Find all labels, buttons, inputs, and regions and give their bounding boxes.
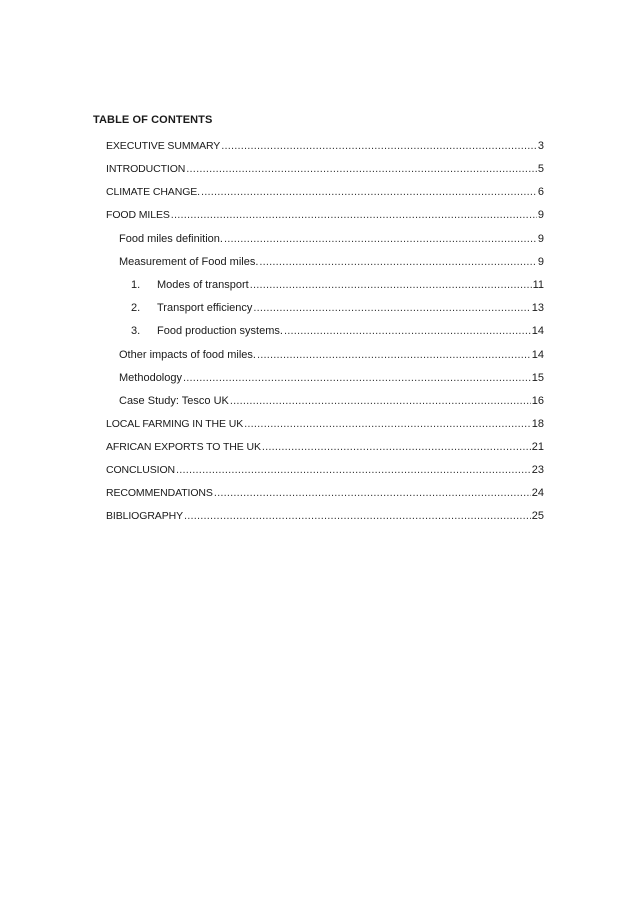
toc-entry-title: INTRODUCTION xyxy=(106,163,186,175)
toc-entry-food-miles[interactable] xyxy=(106,206,544,222)
dot-leader xyxy=(253,301,530,315)
dot-leader xyxy=(184,509,531,523)
toc-page-number: 9 xyxy=(537,209,544,221)
toc-entry-title: FOOD MILES xyxy=(106,209,170,221)
toc-entry-climate-change[interactable] xyxy=(106,183,544,199)
toc-heading: TABLE OF CONTENTS xyxy=(93,114,213,126)
toc-page-number: 14 xyxy=(531,349,544,361)
toc-entry-title: BIBLIOGRAPHY xyxy=(106,510,183,522)
toc-page-number: 6 xyxy=(537,186,544,198)
toc-page-number: 9 xyxy=(537,233,544,245)
dot-leader xyxy=(221,139,537,153)
toc-entry-local-farming[interactable] xyxy=(106,415,544,431)
dot-leader xyxy=(171,208,537,222)
dot-leader xyxy=(201,185,537,199)
toc-entry-title: Food production systems. xyxy=(157,325,283,337)
toc-entry-title: AFRICAN EXPORTS TO THE UK xyxy=(106,441,261,453)
toc-entry-title: CLIMATE CHANGE. xyxy=(106,186,200,198)
dot-leader xyxy=(224,232,537,246)
toc-entry-title: Measurement of Food miles. xyxy=(119,256,259,268)
dot-leader xyxy=(176,463,531,477)
dot-leader xyxy=(183,371,531,385)
toc-entry-title: Other impacts of food miles. xyxy=(119,349,256,361)
dot-leader xyxy=(259,255,536,269)
toc-entry-title: Modes of transport xyxy=(157,279,249,291)
toc-entry-title: Methodology xyxy=(119,372,182,384)
toc-entry-title: RECOMMENDATIONS xyxy=(106,487,213,499)
toc-page-number: 15 xyxy=(531,372,544,384)
toc-page-number: 11 xyxy=(532,279,544,291)
toc-entry-executive-summary[interactable] xyxy=(106,137,544,153)
dot-leader xyxy=(230,394,531,408)
dot-leader xyxy=(250,278,532,292)
dot-leader xyxy=(284,324,531,338)
dot-leader xyxy=(257,348,531,362)
toc-entry-bibliography[interactable] xyxy=(106,507,544,523)
toc-entry-african-exports[interactable] xyxy=(106,438,544,454)
toc-page-number: 14 xyxy=(531,325,544,337)
dot-leader xyxy=(214,486,531,500)
toc-entry-food-miles-definition[interactable] xyxy=(119,230,544,246)
toc-entry-conclusion[interactable] xyxy=(106,461,544,477)
toc-entry-title: Food miles definition. xyxy=(119,233,223,245)
toc-entry-number: 2. xyxy=(131,302,141,314)
toc-entry-measurement-of-food-miles[interactable] xyxy=(119,253,544,269)
toc-page-number: 9 xyxy=(537,256,544,268)
toc-entry-title: CONCLUSION xyxy=(106,464,176,476)
toc-entry-number: 3. xyxy=(131,325,141,337)
toc-page-number: 5 xyxy=(537,163,544,175)
toc-entry-recommendations[interactable] xyxy=(106,484,544,500)
toc-page-number: 21 xyxy=(531,441,544,453)
toc-page-number: 18 xyxy=(531,418,544,430)
toc-entry-modes-of-transport[interactable] xyxy=(131,276,544,292)
toc-entry-case-study-tesco[interactable] xyxy=(119,392,544,408)
toc-entry-number: 1. xyxy=(131,279,141,291)
toc-entry-title: EXECUTIVE SUMMARY xyxy=(106,140,221,152)
toc-entry-other-impacts[interactable] xyxy=(119,346,544,362)
toc-entry-title: LOCAL FARMING IN THE UK xyxy=(106,418,244,430)
toc-entry-introduction[interactable] xyxy=(106,160,544,176)
toc-entry-transport-efficiency[interactable] xyxy=(131,299,544,315)
toc-page-number: 24 xyxy=(531,487,544,499)
toc-page-number: 25 xyxy=(531,510,544,522)
toc-page-number: 3 xyxy=(537,140,544,152)
dot-leader xyxy=(244,417,531,431)
toc-entry-title: Case Study: Tesco UK xyxy=(119,395,229,407)
toc-page-number: 16 xyxy=(531,395,544,407)
toc-entry-food-production-systems[interactable] xyxy=(131,322,544,338)
toc-entry-title: Transport efficiency xyxy=(157,302,253,314)
toc-entry-methodology[interactable] xyxy=(119,369,544,385)
toc-page-number: 13 xyxy=(531,302,544,314)
dot-leader xyxy=(262,440,531,454)
dot-leader xyxy=(186,162,537,176)
toc-page-number: 23 xyxy=(531,464,544,476)
